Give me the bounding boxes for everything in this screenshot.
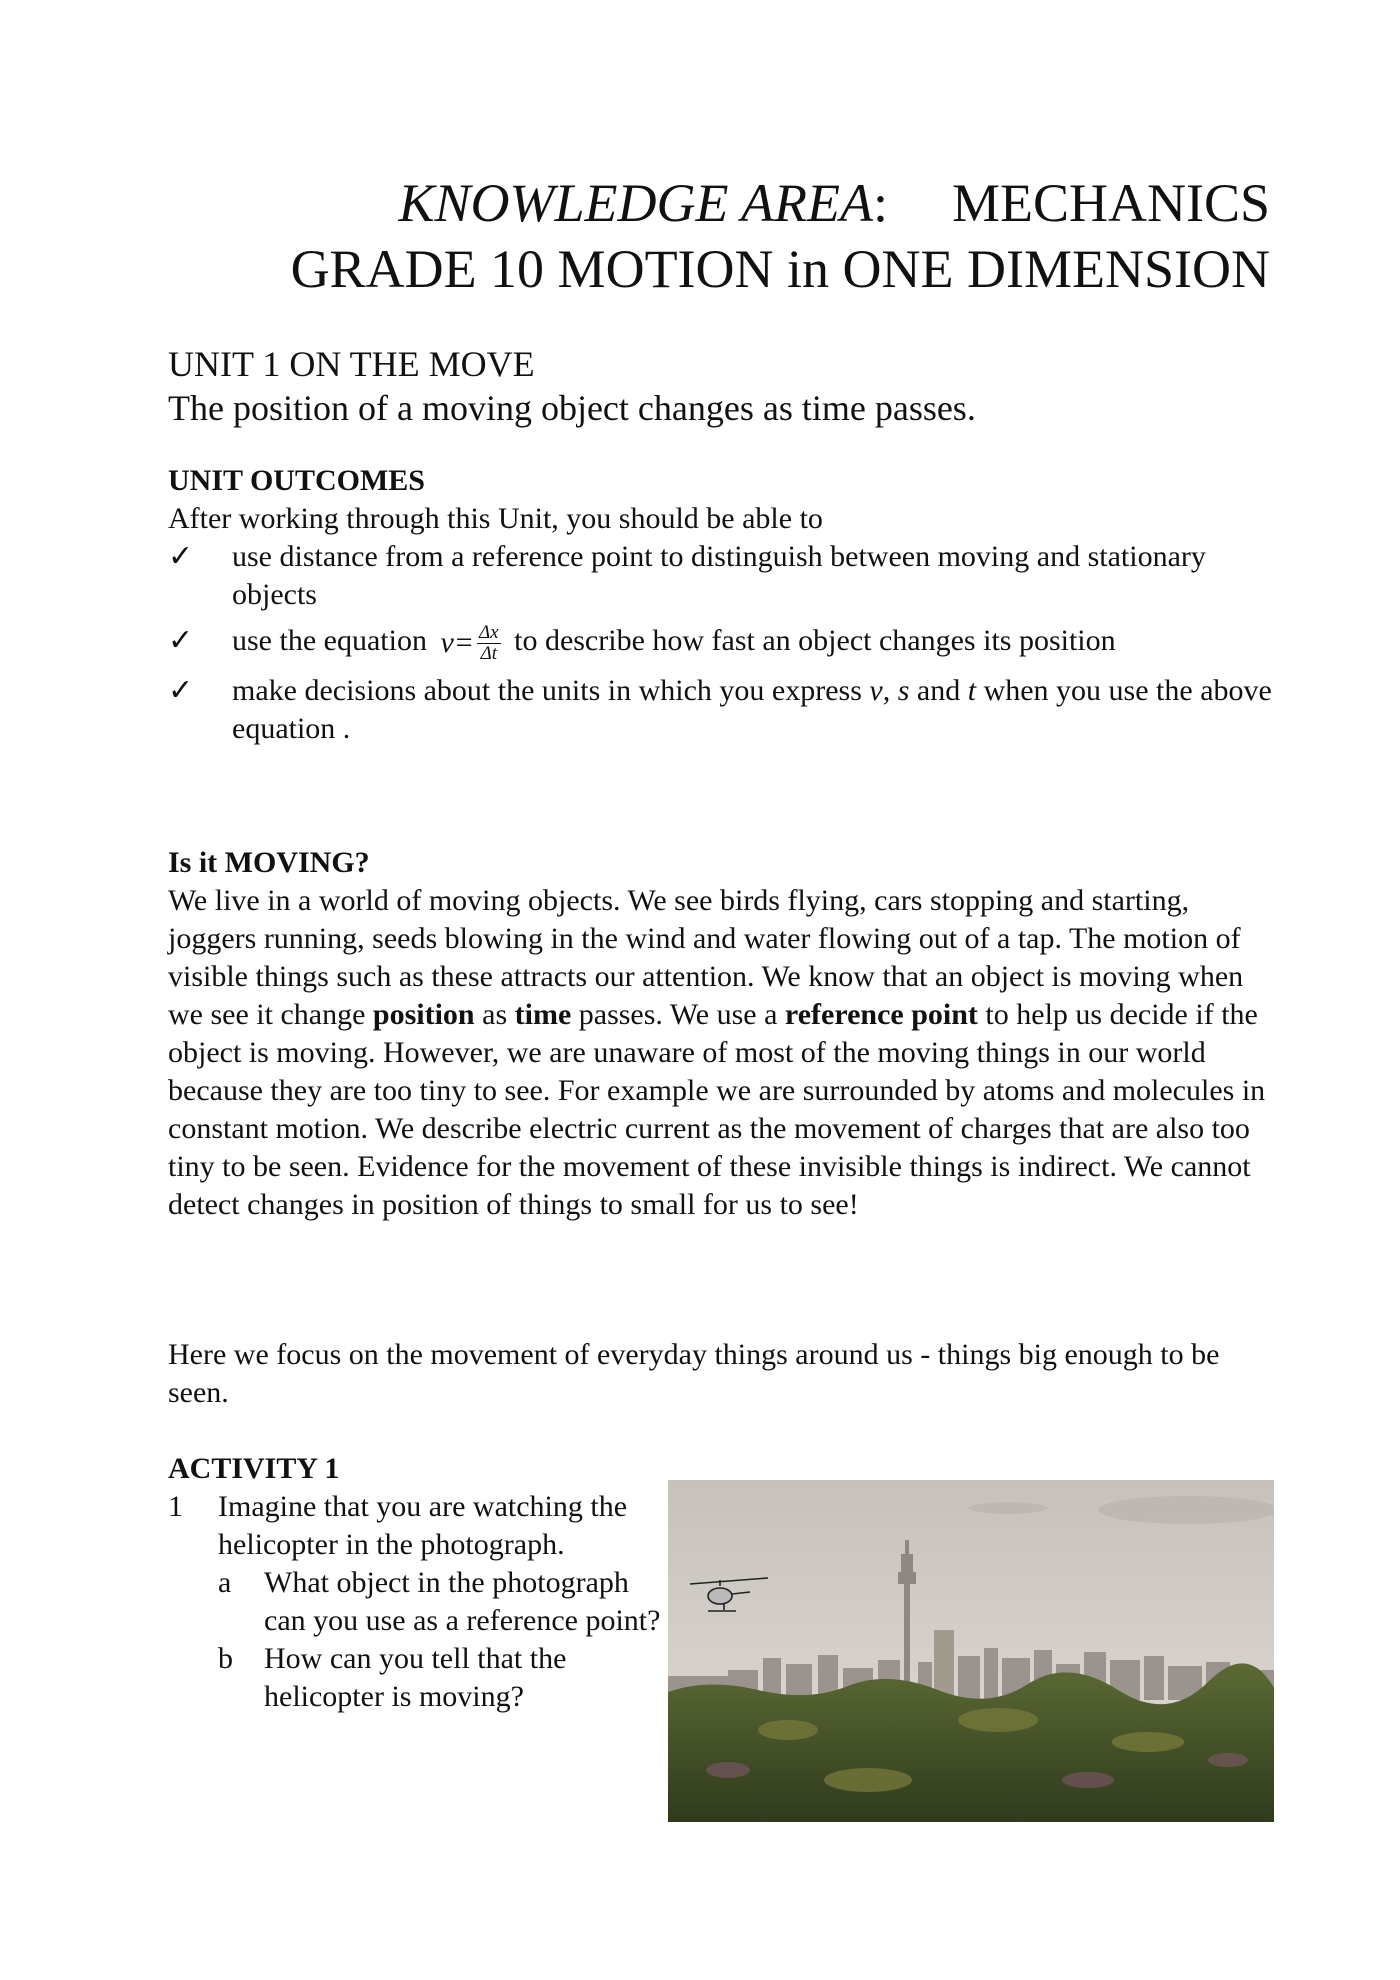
moving-paragraph (168, 882, 1278, 1224)
outcome-text: make decisions about the units in which you express (232, 673, 870, 707)
focus-paragraph: Here we focus on the movement of everyday things around us - things big enough to be seen. (168, 1338, 1220, 1409)
question-number: 1 (168, 1490, 183, 1523)
equation-lhs: v= (440, 626, 475, 660)
question-1 (168, 1488, 668, 1564)
activity-heading: ACTIVITY 1 (168, 1452, 340, 1485)
paragraph-text: to help us decide if the object is moving. However, we are unaware of most of the moving things in our world because they are too tiny to see. For example we are surrounded by atoms and molecules in constant motion. We describe electric current as the movement of charges that are also too tiny to be seen. Evidence for the movement of these invisible things is indirect. We cannot detect changes in position of things to small for us to see! (168, 998, 1266, 1221)
equation-numerator: Δx (479, 621, 499, 643)
outcomes-intro: After working through this Unit, you should be able to (168, 502, 823, 535)
knowledge-area-label: KNOWLEDGE AREA (398, 173, 873, 233)
question-text: How can you tell that the helicopter is moving? (264, 1642, 567, 1713)
term-reference-point: reference point (784, 998, 978, 1031)
outcome-text: , (882, 673, 898, 707)
paragraph-text: passes. We use a (571, 998, 785, 1031)
knowledge-area-line (291, 170, 1270, 236)
unit-subtitle: The position of a moving object changes as time passes. (168, 388, 976, 428)
variable-t: t (967, 673, 977, 707)
question-text: Imagine that you are watching the helicopter in the photograph. (218, 1490, 628, 1561)
equation-fraction (477, 623, 501, 664)
outcome-text: use the equation (232, 624, 427, 657)
city-helicopter-photo (668, 1480, 1274, 1822)
outcome-text: and (909, 673, 968, 707)
checkmark-icon: ✓ (168, 539, 194, 574)
unit-title: UNIT 1 ON THE MOVE (168, 344, 535, 384)
checkmark-icon: ✓ (168, 672, 194, 708)
question-1b (168, 1640, 668, 1716)
outcome-item (168, 622, 1288, 664)
question-letter: a (218, 1566, 232, 1599)
unit-outcomes (168, 462, 1288, 748)
outcome-text: to describe how fast an object changes its position (514, 624, 1116, 657)
outcomes-heading: UNIT OUTCOMES (168, 464, 425, 497)
knowledge-area-colon: : (872, 173, 888, 233)
variable-v: v (869, 673, 883, 707)
checkmark-icon: ✓ (168, 623, 194, 658)
equation-denominator: Δt (480, 642, 498, 664)
variable-s: s (897, 673, 910, 707)
term-time: time (514, 998, 572, 1031)
outcome-text: when you use the above equation . (232, 673, 1272, 745)
outcome-text: use distance from a reference point to distinguish between moving and stationary objects (232, 540, 1206, 611)
grade-title: GRADE 10 MOTION in ONE DIMENSION (290, 239, 1270, 299)
outcome-item (168, 672, 1288, 748)
question-letter: b (218, 1642, 233, 1675)
question-text: What object in the photograph can you use as a reference point? (264, 1566, 661, 1637)
term-position: position (372, 998, 475, 1031)
paragraph-text: as (474, 998, 515, 1031)
question-1a (168, 1564, 668, 1640)
unit-intro (168, 342, 976, 430)
is-it-moving-section (168, 844, 1278, 1224)
photo-illustration (668, 1480, 1274, 1822)
outcome-item (168, 538, 1288, 614)
velocity-equation (440, 623, 500, 664)
knowledge-area-value: MECHANICS (951, 173, 1270, 233)
section-heading: Is it MOVING? (168, 846, 370, 879)
paragraph-text: We live in a world of moving objects. We see birds flying, cars stopping and starting, joggers running, seeds blowing in the wind and water flowing out of a tap. The motion of visible things such as these attracts our attention. We know that an object is moving when we see it change (168, 884, 1244, 1031)
activity-1 (168, 1450, 668, 1716)
page-header (291, 170, 1270, 302)
